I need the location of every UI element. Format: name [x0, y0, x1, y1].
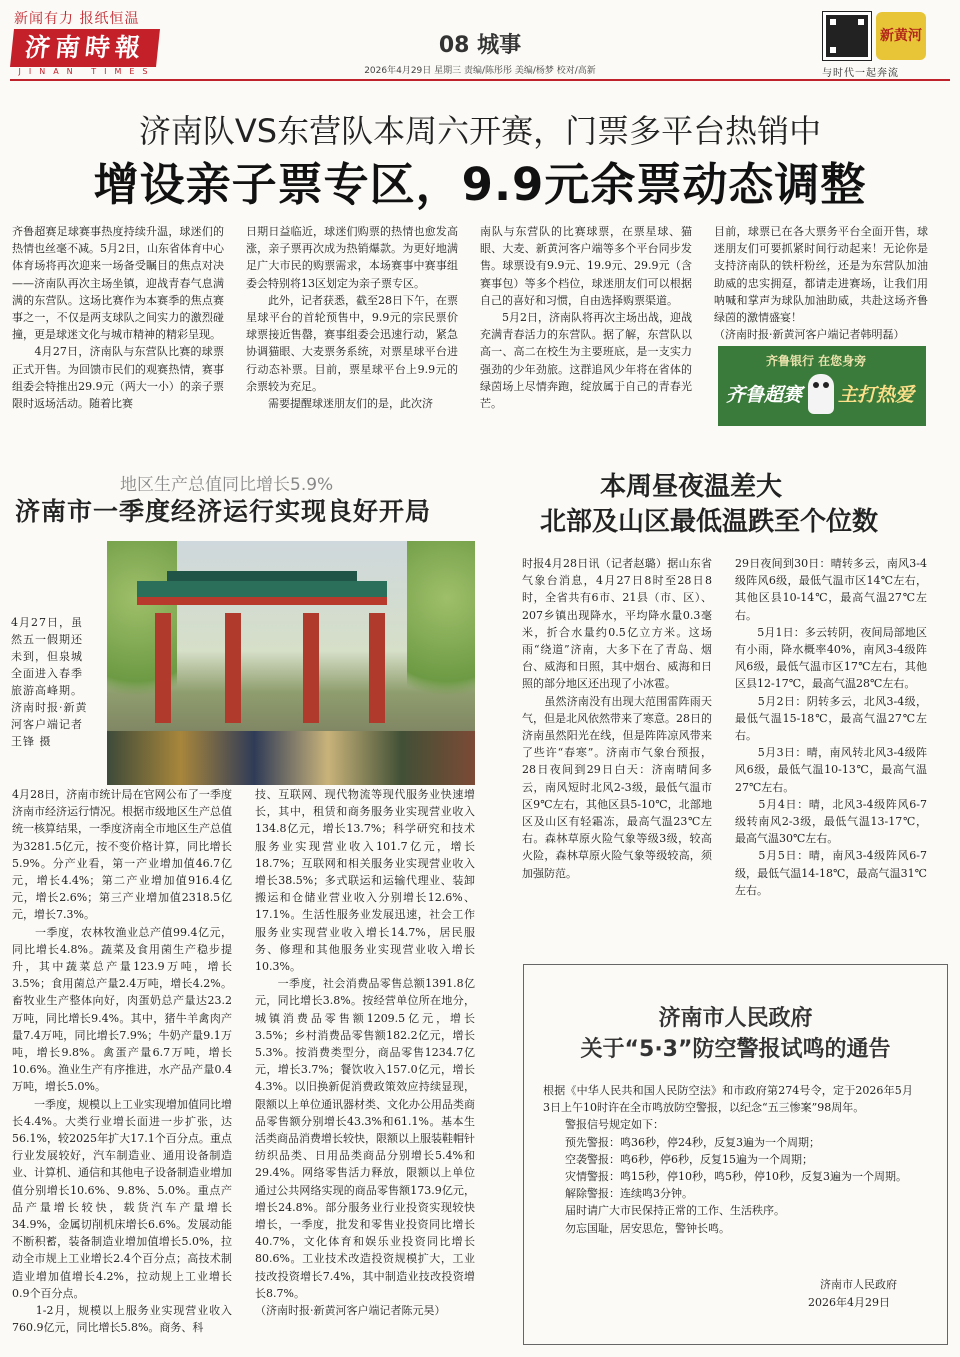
app-slogan: 与时代一起奔流	[822, 68, 899, 79]
story1-column-3: 南队与东营队的比赛球票，在票星球、猫眼、大麦、新黄河客户端等多个平台同步发售。球票设有9.9元、19.9元、29.9元（含赛事包）等多个档位，球迷朋友们可以根据自己的喜好和习惯，自由选择购票渠道。 5月2日，济南队将再次主场出战，迎战充满青春活力的东营队。据了解，东营队以高一、高二在校生为主要班底，是一支实力强劲的少年劲旅。这群追风少年将在省体的绿茵场上尽情奔跑，绽放属于自己的青春光芒。	[480, 225, 692, 411]
sponsor-banner	[718, 346, 926, 426]
header-divider	[10, 79, 950, 81]
story3-title-line1: 本周昼夜温差大	[600, 472, 783, 502]
story3-title-line2: 北部及山区最低温跌至个位数	[540, 507, 879, 537]
notice-title-line1: 济南市人民政府	[658, 1006, 813, 1031]
panda-mascot-icon	[808, 374, 834, 414]
story1-column-2: 日期日益临近，球迷们购票的热情也愈发高涨，亲子票再次成为热销爆款。为更好地满足广大市民的购票需求，本场赛事中赛事组委会特别将13区划定为亲子票专区。 此外，记者获悉，截至28日下午，在票星球平台的首轮预售中，9.9元的宗民票价球票接近售罄，赛事组委会迅速行动，紧急协调猫眼、大麦票务系统，对票星球平台进行动态补票。目前，票星球平台上9.9元的余票较为充足。 需要提醒球迷朋友们的是，此次济	[246, 225, 458, 411]
qr-code-icon[interactable]	[823, 12, 871, 60]
slogan: 新闻有力 报纸恒温	[14, 11, 140, 27]
app-logo: 新黄河	[876, 12, 926, 60]
banner-left-text: 齐鲁超赛	[726, 384, 803, 406]
story2-column-2: 技、互联网、现代物流等现代服务业快速增长，其中，租赁和商务服务业实现营业收入134.8亿元，增长13.7%；科学研究和技术服务业实现营业收入101.7亿元，增长18.7%；互联网和相关服务业实现营业收入增长38.5%；多式联运和运输代理业、装卸搬运和仓储业营业收入分别增长12.6%、17.1%。生活性服务业发展迅速，社会工作服务业实现营业收入增长14.7%，居民服务、修理和其他服务业实现营业收入增长10.3%。 一季度，社会消费品零售总额1391.8亿元，同比增长3.8%。按经营单位所在地分，城镇消费品零售额1209.5亿元，增长3.5%；乡村消费品零售额182.2亿元，增长5.3%。按消费类型分，商品零售1234.7亿元，增长3.7%；餐饮收入157.0亿元，增长4.3%。以旧换新促消费政策效应持续显现，限额以上单位通讯器材类、文化办公用品类商品零售额分别增长43.3%和61.1%。基本生活类商品消费增长较快，限额以上服装鞋帽针纺织品类、日用品类商品分别增长5.4%和29.4%。网络零售活力释放，限额以上单位通过公共网络实现的商品零售额173.9亿元，增长24.8%。部分服务业行业投资实现较快增长，一季度，批发和零售业投资同比增长40.7%，文化体育和娱乐业投资同比增长80.6%。工业技术改造投资规模扩大，工业技改投资增长7.4%，其中制造业技改投资增长8.7%。 （济南时报·新黄河客户端记者陈元昊）	[255, 788, 475, 1318]
bank-name: 齐鲁银行 在您身旁	[766, 354, 867, 368]
newspaper-logo-sub: JINAN TIMES	[18, 67, 156, 76]
story2-subtitle: 地区生产总值同比增长5.9%	[120, 475, 334, 495]
notice-date: 2026年4月29日	[808, 1296, 890, 1309]
dateline: 2026年4月29日 星期三 责编/陈彤彤 美编/杨梦 校对/高新	[364, 66, 596, 76]
newspaper-logo: 济南時報	[10, 29, 160, 67]
story1-title: 增设亲子票专区，9.9元余票动态调整	[93, 158, 867, 211]
section-title: 08 城事	[438, 33, 522, 58]
story1-column-1: 齐鲁超赛足球赛事热度持续升温，球迷们的热情也丝毫不减。5月2日，山东省体育中心体育场将再次迎来一场备受瞩目的焦点对决——济南队再次主场坐镇，迎战青春气息满满的东营队。这场比赛作为本赛季的焦点赛事之一，不仅是两支球队之间实力的激烈碰撞，更是球迷文化与城市精神的精彩呈现。 4月27日，济南队与东营队比赛的球票正式开售。为回馈市民们的观赛热情，赛事组委会特推出29.9元（两大一小）的亲子票限时返场活动。随着比赛	[12, 225, 224, 411]
story1-column-4: 目前，球票已在各大票务平台全面开售，球迷朋友们可要抓紧时间行动起来！无论你是支持济南队的铁杆粉丝，还是为东营队加油助威的忠实拥趸，都请走进赛场，让我们用呐喊和掌声为球队加油助威，共赴这场齐鲁绿茵的激情盛宴！ （济南时报·新黄河客户端记者韩明磊）	[714, 225, 928, 342]
banner-right-text: 主打热爱	[838, 384, 915, 406]
notice-signer: 济南市人民政府	[820, 1278, 897, 1291]
story3-column-1: 时报4月28日讯（记者赵璐）据山东省气象台消息，4月27日8时至28日8时，全省共有6市、21县（市、区）、207乡镇出现降水，平均降水量0.3毫米，折合水量约0.5亿立方米。这场雨“绕道”济南，大多下在了青岛、烟台、威海和日照，其中烟台、威海和日照的部分地区还出现了小冰雹。 虽然济南没有出现大范围雷阵雨天气，但是北风依然带来了寒意。28日的济南虽然阳光在线，但是阵阵凉风带来了些许“春寒”。济南市气象台预报，28日夜间到29日白天：济南晴间多云，南风短时北风2-3级，最低气温市区9℃左右，其他区县5-10℃，北部地区及山区有轻霜冻，最高气温23℃左右。森林草原火险气象等级3级，较高火险，森林草原火险气象等级较高，须加强防范。	[522, 557, 712, 880]
story3-column-2: 29日夜间到30日：晴转多云，南风3-4级阵风6级，最低气温市区14℃左右，其他区县10-14℃，最高气温27℃左右。 5月1日：多云转阴，夜间局部地区有小雨，降水概率40%，南风3-4级阵风6级，最低气温市区17℃左右，其他区县12-17℃，最高气温28℃左右。 5月2日：阴转多云，北风3-4级，最低气温15-18℃，最高气温27℃左右。 5月3日：晴，南风转北风3-4级阵风6级，最低气温10-13℃，最高气温27℃左右。 5月4日：晴，北风3-4级阵风6-7级转南风2-3级，最低气温13-17℃，最高气温30℃左右。 5月5日：晴，南风3-4级阵风6-7级，最低气温14-18℃，最高气温31℃左右。	[735, 557, 927, 897]
notice-title-line2: 关于“5·3”防空警报试鸣的通告	[580, 1037, 891, 1062]
notice-body: 根据《中华人民共和国人民防空法》和市政府第274号令，定于2026年5月3日上午10时许在全市鸣放防空警报，以纪念“五三惨案”98周年。 警报信号规定如下： 预先警报：鸣36秒，停24秒，反复3遍为一个周期； 空袭警报：鸣6秒，停6秒，反复15遍为一个周期； 灾情警报：鸣15秒，停10秒，鸣5秒，停10秒，反复3遍为一个周期。 解除警报：连续鸣3分钟。 届时请广大市民保持正常的工作、生活秩序。 勿忘国耻，居安思危，警钟长鸣。	[543, 1084, 913, 1235]
story2-column-1: 4月28日，济南市统计局在官网公布了一季度济南市经济运行情况。根据市级地区生产总值统一核算结果，一季度济南全市地区生产总值为3281.5亿元，按不变价格计算，同比增长5.9%。分产业看，第一产业增加值46.7亿元，增长4.4%；第二产业增加值916.4亿元，增长2.6%；第三产业增加值2318.5亿元，增长7.3%。 一季度，农林牧渔业总产值99.4亿元，同比增长4.8%。蔬菜及食用菌生产稳步提升，其中蔬菜总产量123.9万吨，增长3.5%；食用菌总产量2.4万吨，增长4.2%。畜牧业生产整体向好，肉蛋奶总产量达23.2万吨，同比增长9.4%。其中，猪牛羊禽肉产量7.4万吨，同比增长7.9%；牛奶产量9.1万吨，增长9.8%。禽蛋产量6.7万吨，增长10.6%。渔业生产有序推进，水产品产量0.4万吨，增长5.0%。 一季度，规模以上工业实现增加值同比增长4.4%。大类行业增长面进一步扩张，达56.1%，较2025年扩大17.1个百分点。重点行业发展较好，汽车制造业、通用设备制造业、计算机、通信和其他电子设备制造业增加值分别增长10.6%、9.8%、5.0%。重点产品产量增长较快，载货汽车产量增长34.9%，金属切削机床增长6.6%。发展动能不断积蓄，装备制造业增加值增长5.0%，拉动全市规上工业增长2.4个百分点；高技术制造业增加值增长4.2%，拉动规上工业增长0.9个百分点。 1-2月，规模以上服务业实现营业收入760.9亿元，同比增长5.8%。商务、科	[12, 788, 232, 1335]
story1-subtitle: 济南队VS东营队本周六开赛，门票多平台热销中	[138, 112, 822, 150]
photo-caption: 4月27日，虽然五一假期还未到，但泉城全面进入春季旅游高峰期。济南时报·新黄河客户端记者王锋 摄	[11, 616, 88, 748]
news-photo-gate	[107, 541, 475, 785]
story2-title: 济南市一季度经济运行实现良好开局	[15, 497, 432, 526]
